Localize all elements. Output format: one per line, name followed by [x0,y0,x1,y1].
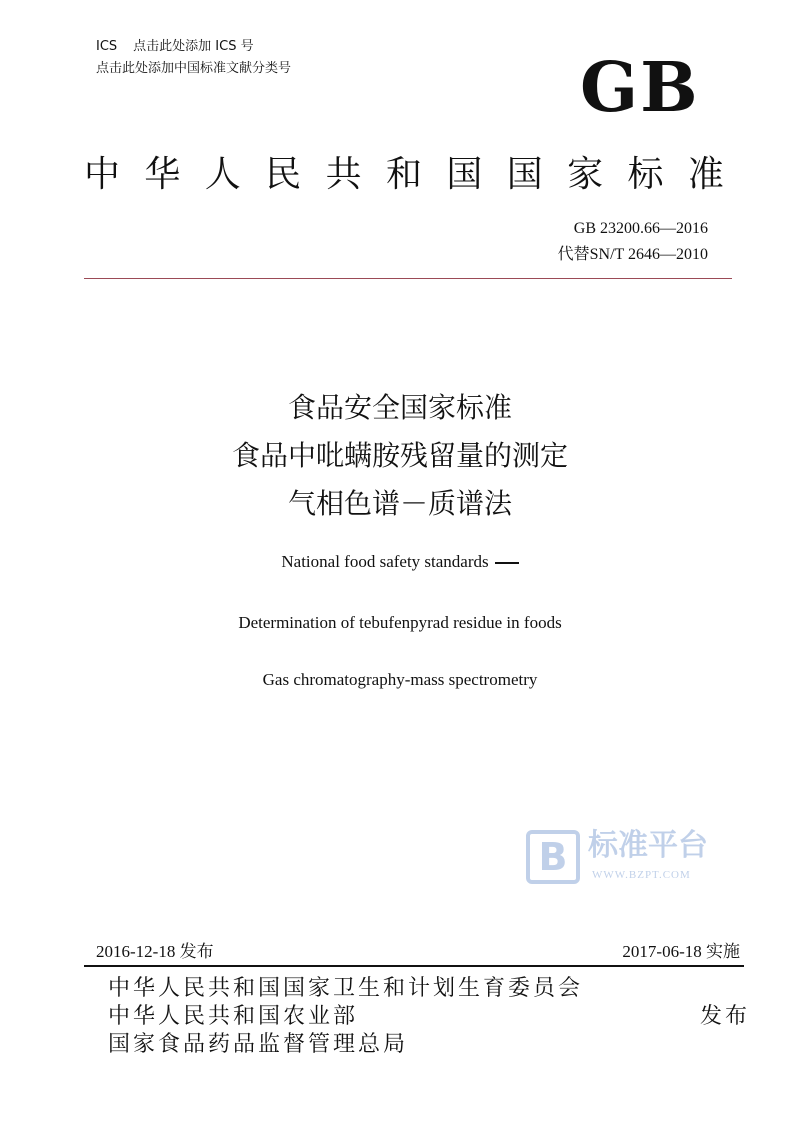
title-en-line1 [0,550,800,574]
heading-char: 家 [567,154,604,195]
bottom-divider [84,965,744,967]
heading-char: 民 [265,154,302,195]
watermark-text: 标准平台 [588,828,708,863]
watermark-logo [526,826,716,886]
heading-char: 国 [446,154,483,195]
standard-number: GB 23200.66—2016 [573,220,708,237]
ccs-placeholder[interactable]: 点击此处添加中国标准文献分类号 [96,61,292,76]
heading-char: 人 [204,154,241,195]
ics-placeholder[interactable]: 点击此处添加 ICS 号 [133,39,254,54]
title-en-line1-text: National food safety standards [281,552,489,571]
publish-label: 发布 [700,1004,751,1029]
top-divider [84,278,732,279]
title-en-line2: Determination of tebufenpyrad residue in foods [238,613,562,632]
gb-logo: GB [580,48,700,128]
issuer-1: 中华人民共和国国家卫生和计划生育委员会 [108,976,584,1001]
watermark-url: WWW.BZPT.COM [592,869,691,881]
title-cn-line1: 食品安全国家标准 [287,391,512,424]
implementation-date: 2017-06-18 实施 [622,942,740,961]
em-dash [495,562,519,564]
heading-char: 共 [325,154,362,195]
ics-line [96,38,254,56]
issuer-2: 中华人民共和国农业部 [108,1004,359,1029]
heading-char: 华 [144,154,181,195]
national-standard-heading [84,150,724,200]
title-cn-line3: 气相色谱－质谱法 [287,487,512,520]
issue-date: 2016-12-18 发布 [96,942,214,961]
heading-char: 和 [385,154,422,195]
issuer-3: 国家食品药品监督管理总局 [108,1032,409,1057]
ics-label: ICS [96,39,118,54]
heading-char: 标 [627,154,664,195]
watermark-letter: B [538,835,568,879]
heading-char: 准 [687,154,724,195]
title-en-line3: Gas chromatography-mass spectrometry [262,670,538,689]
title-cn-line2: 食品中吡螨胺残留量的测定 [231,439,568,472]
heading-char: 国 [506,154,543,195]
heading-char: 中 [84,154,121,195]
replaces-standard: 代替SN/T 2646—2010 [557,246,708,263]
